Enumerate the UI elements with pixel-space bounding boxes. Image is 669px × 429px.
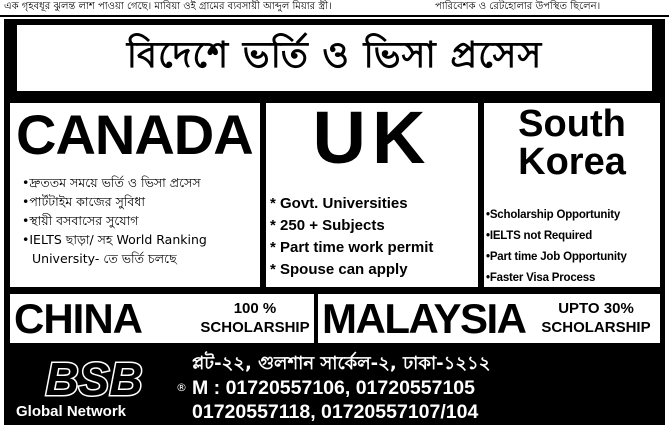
previous-article-right-text: পারিবেশক ও রেটহোলার উপস্থিত ছিলেন। <box>435 1 601 12</box>
contact-footer <box>4 349 665 425</box>
china-offer-line2: SCHOLARSHIP <box>200 319 310 336</box>
uk-point: * Part time work permit <box>270 237 476 259</box>
china-title: CHINA <box>14 295 142 342</box>
uk-panel <box>266 103 478 287</box>
phone-numbers-line1: M : 01720557106, 01720557105 <box>192 377 475 399</box>
malaysia-offer <box>532 299 660 337</box>
south-korea-title-line1: South <box>518 103 626 145</box>
uk-title: UK <box>312 103 432 179</box>
registered-mark: ® <box>176 381 187 394</box>
uk-point: * Govt. Universities <box>270 193 476 215</box>
canada-title: CANADA <box>16 103 253 166</box>
south-korea-title <box>484 105 660 181</box>
phone-numbers-line2: 01720557118, 01720557107/104 <box>192 401 479 423</box>
logo-subtitle: Global Network <box>16 403 127 420</box>
south-korea-point: • Part time Job Opportunity <box>486 247 660 268</box>
south-korea-point: • Faster Visa Process <box>486 268 660 287</box>
china-panel <box>10 294 314 343</box>
advertisement <box>4 19 665 425</box>
malaysia-offer-line2: SCHOLARSHIP <box>541 319 651 336</box>
canada-points <box>22 173 258 268</box>
bsb-logo-mark <box>14 355 174 401</box>
canada-panel <box>10 103 260 287</box>
south-korea-point: • Scholarship Opportunity <box>486 205 660 226</box>
malaysia-panel <box>318 294 660 343</box>
south-korea-points <box>486 205 660 287</box>
canada-point-ielts-line2: University- তে ভর্তি চলছে <box>32 251 177 266</box>
divider-rule <box>0 15 669 17</box>
uk-point: * 250 + Subjects <box>270 215 476 237</box>
china-offer <box>196 299 314 337</box>
bsb-logo-text: BSB <box>45 355 143 401</box>
headline-band <box>4 19 665 97</box>
south-korea-panel <box>484 103 660 287</box>
canada-point-ielts <box>22 230 258 268</box>
office-address: প্লট-২২, গুলশান সার্কেল-২, ঢাকা-১২১২ <box>192 353 491 374</box>
malaysia-title: MALAYSIA <box>322 295 526 342</box>
south-korea-title-line2: Korea <box>518 141 626 183</box>
uk-point: * Spouse can apply <box>270 259 476 281</box>
previous-article-strip <box>0 0 669 17</box>
canada-point: • দ্রুততম সময়ে ভর্তি ও ভিসা প্রসেস <box>22 173 258 192</box>
malaysia-offer-line1: UPTO 30% <box>558 300 634 317</box>
canada-point: • স্থায়ী বসবাসের সুযোগ <box>22 211 258 230</box>
uk-points <box>270 193 476 281</box>
canada-point-ielts-line1: IELTS ছাড়া/ সহ World Ranking <box>29 232 207 247</box>
previous-article-left-text: এক গৃহবধূর ঝুলন্ত লাশ পাওয়া গেছে। মাবিয়া ওই গ্রামের ব্যবসায়ী আব্দুল মিয়ার স্ত্রী। <box>4 1 332 12</box>
south-korea-point: • IELTS not Required <box>486 226 660 247</box>
canada-point: • পার্টটাইম কাজের সুবিধা <box>22 192 258 211</box>
headline: বিদেশে ভর্তি ও ভিসা প্রসেস <box>17 25 652 91</box>
bsb-logo <box>10 353 187 421</box>
china-offer-line1: 100 % <box>233 300 277 317</box>
